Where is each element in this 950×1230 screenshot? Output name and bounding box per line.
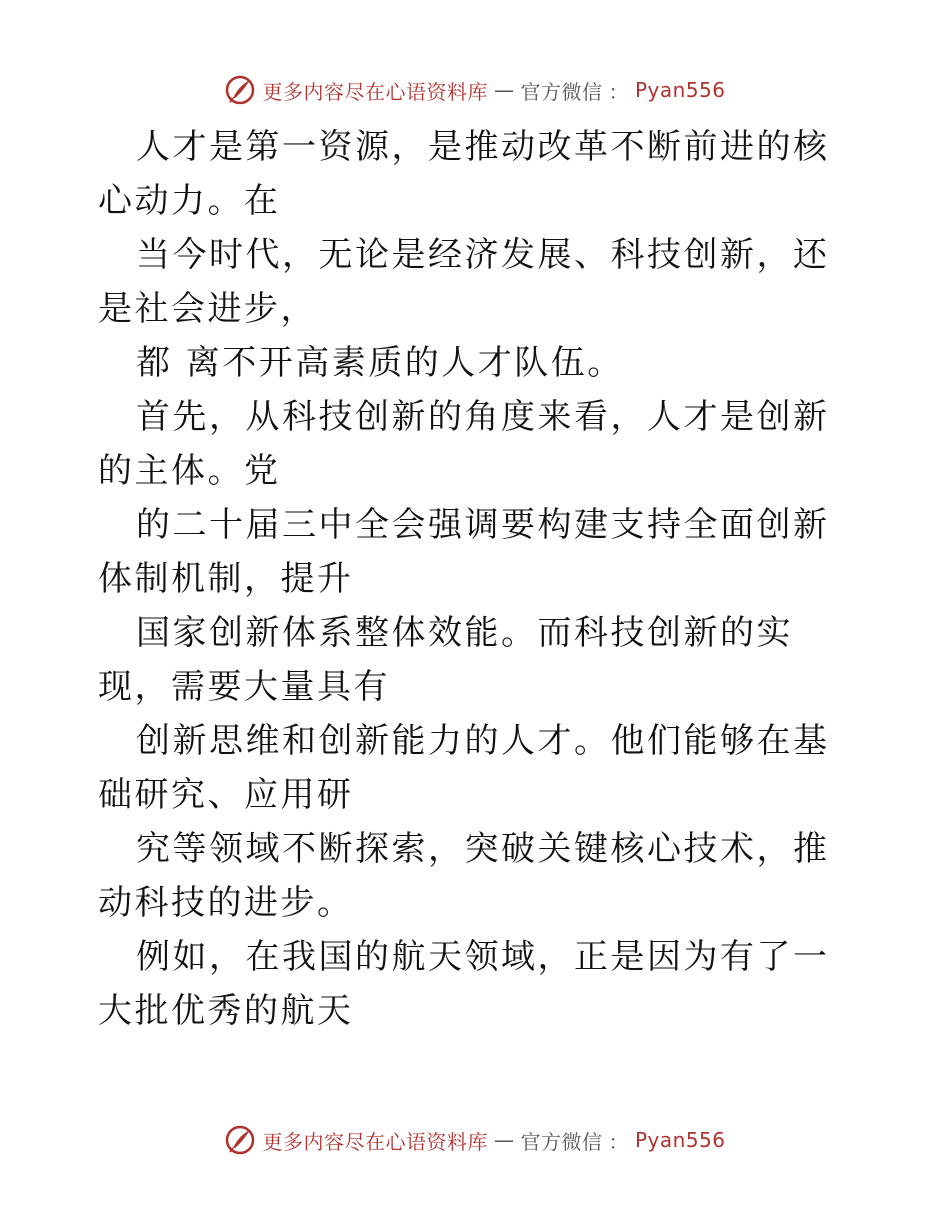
watermark-colon: ：: [608, 79, 629, 104]
watermark-banner: [224, 74, 725, 106]
paragraph-7: 创新思维和创新能力的人才。他们能够在基础研究、应用研: [98, 721, 830, 815]
paragraph-1: 人才是第一资源，是推动改革不断前进的核心动力。在: [98, 127, 830, 221]
watermark-separator: —: [493, 1128, 515, 1152]
header-watermark: [0, 70, 950, 110]
paragraph-8: 究等领域不断探索，突破关键核心技术，推动科技的进步。: [98, 829, 830, 923]
paragraph-9: 例如，在我国的航天领域，正是因为有了一大批优秀的航天: [98, 937, 830, 1031]
paragraph-2: 当今时代，无论是经济发展、科技创新，还是社会进步，: [98, 235, 830, 329]
document-body: [98, 120, 858, 1038]
feather-pen-logo-icon: [224, 1124, 256, 1156]
paragraph-3: 都 离不开高素质的人才队伍。: [136, 343, 624, 383]
watermark-separator: —: [493, 78, 515, 102]
watermark-banner-footer: [224, 1124, 725, 1156]
watermark-wechat-label: 官方微信: [520, 79, 603, 104]
watermark-wechat-id: Pyan556: [634, 1128, 726, 1152]
watermark-wechat-label: 官方微信: [520, 1129, 603, 1154]
feather-pen-logo-icon: [224, 74, 256, 106]
watermark-wechat-id: Pyan556: [634, 78, 726, 102]
footer-watermark: [0, 1120, 950, 1160]
paragraph-6: 国家创新体系整体效能。而科技创新的实现，需要大量具有: [98, 613, 793, 707]
paragraph-4: 首先，从科技创新的角度来看，人才是创新的主体。党: [98, 397, 830, 491]
watermark-colon: ：: [608, 1129, 629, 1154]
watermark-brand-text: 更多内容尽在心语资料库: [262, 79, 488, 104]
paragraph-5: 的二十届三中全会强调要构建支持全面创新体制机制，提升: [98, 505, 830, 599]
watermark-brand-text: 更多内容尽在心语资料库: [262, 1129, 488, 1154]
